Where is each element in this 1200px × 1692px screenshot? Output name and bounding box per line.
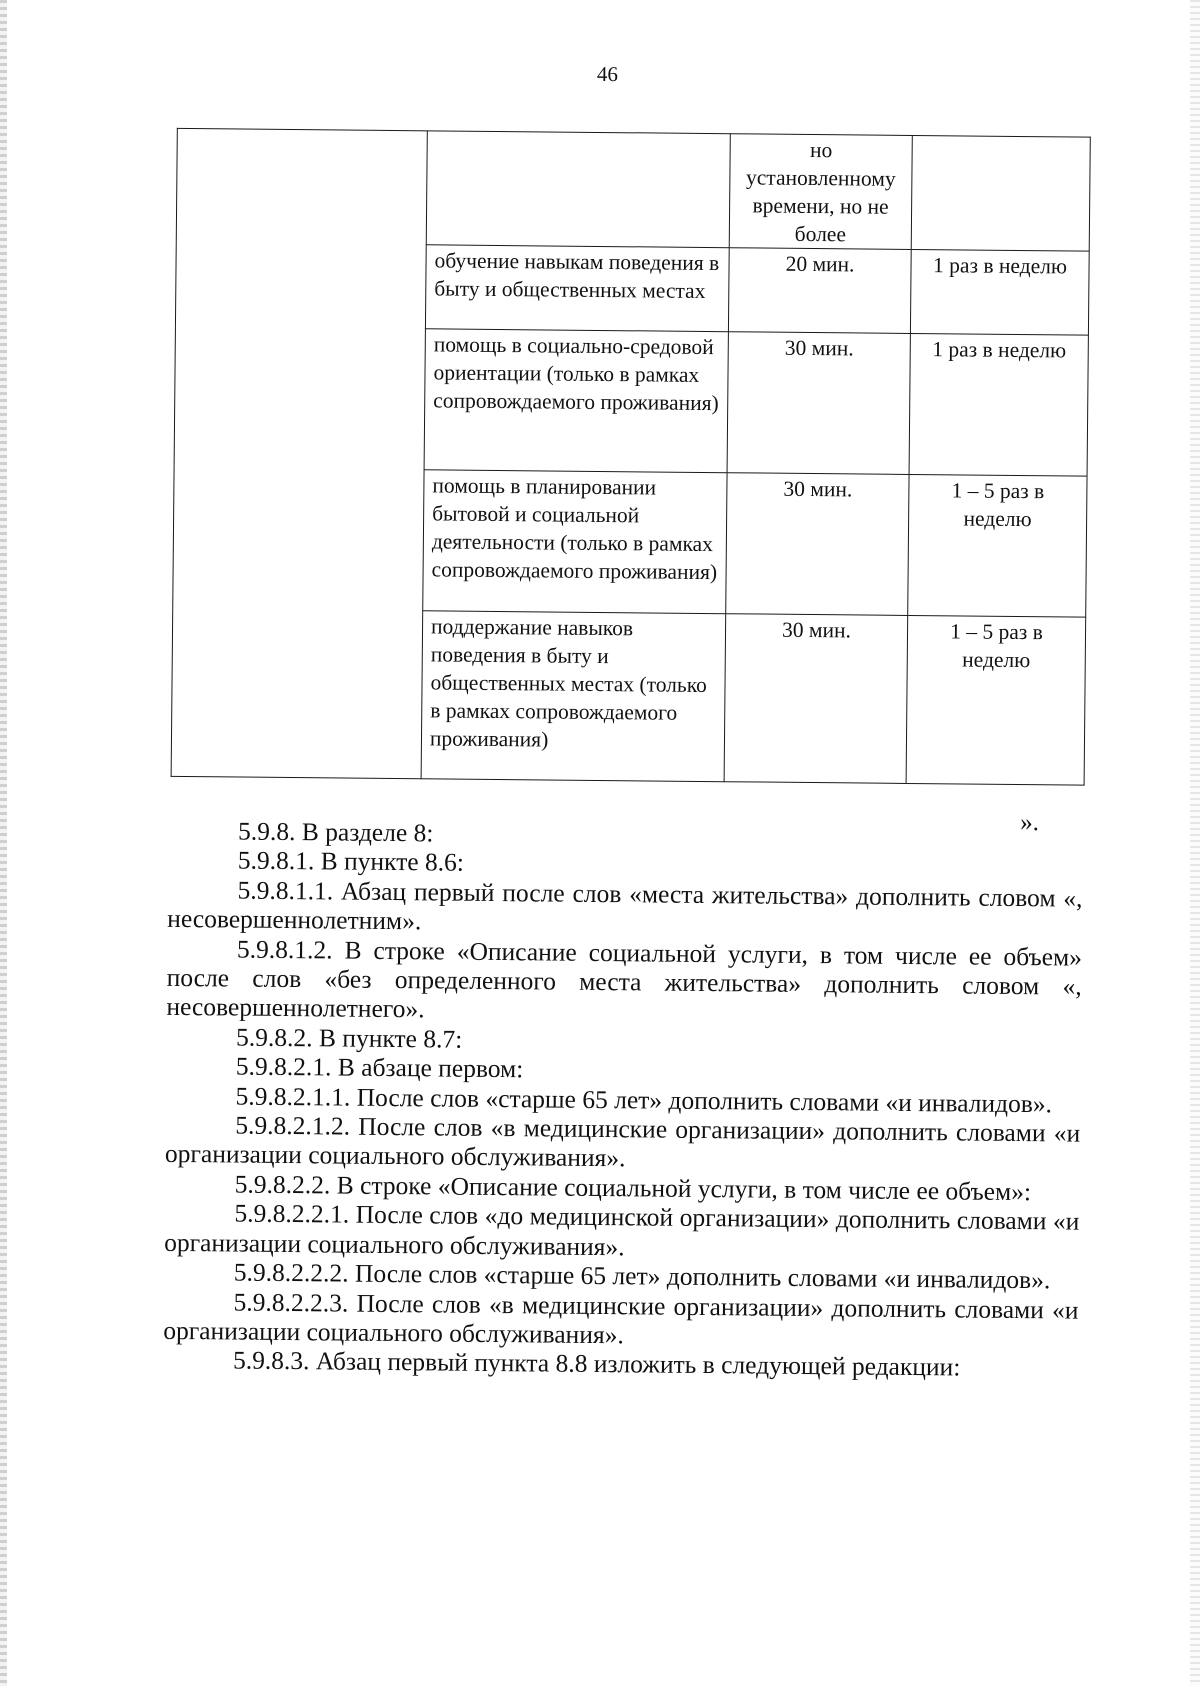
amendment-text — [163, 816, 1083, 1383]
paragraph: 5.9.8.2.2.3. После слов «в медицинские организации» дополнить словами «и организации социального обслуживания». — [163, 1287, 1079, 1350]
service-cell: обучение навыкам поведения в быту и общественных местах — [425, 245, 729, 332]
paragraph: 5.9.8.2.2.2. После слов «старше 65 лет» дополнить словами «и инвалидов». — [233, 1257, 1051, 1295]
paragraph: 5.9.8.2. В пункте 8.7: — [235, 1022, 463, 1054]
page-number: 46 — [596, 61, 618, 87]
service-cell — [426, 131, 730, 248]
frequency-cell: 1 – 5 раз в неделю — [908, 474, 1087, 617]
paragraph: 5.9.8.1.1. Абзац первый после слов «места жительства» дополнить словом «, несовершеннолетним». — [167, 875, 1083, 936]
paragraph: 5.9.8.2.2.1. После слов «до медицинской организации» дополнить словами «и организации социального обслуживания». — [164, 1198, 1080, 1261]
paragraph: 5.9.8.2.1.1. После слов «старше 65 лет» дополнить словами «и инвалидов». — [235, 1081, 1053, 1119]
frequency-cell: 1 раз в неделю — [910, 249, 1089, 335]
frequency-cell — [911, 135, 1090, 251]
time-cell: 30 мин. — [727, 332, 910, 475]
paragraph: 5.9.8.3. Абзац первый пункта 8.8 изложить в следующей редакции: — [232, 1345, 961, 1382]
time-cell: но установленному времени, но не более — [729, 134, 912, 250]
closing-quote: ». — [1020, 809, 1040, 837]
time-cell: 20 мин. — [728, 248, 911, 334]
time-cell: 30 мин. — [724, 614, 908, 784]
paragraph: 5.9.8.2.1.2. После слов «в медицинские организации» дополнить словами «и организации социального обслуживания». — [164, 1110, 1081, 1173]
frequency-cell: 1 – 5 раз в неделю — [906, 615, 1086, 785]
empty-merged-cell — [171, 128, 427, 778]
paragraph: 5.9.8.2.1. В абзаце первом: — [235, 1051, 524, 1084]
paragraph: 5.9.8.1. В пункте 8.6: — [237, 845, 465, 878]
frequency-cell: 1 раз в неделю — [909, 333, 1088, 476]
table-row — [176, 128, 1090, 251]
service-cell: помощь в социально-средовой ориентации (только в рамках сопровождаемого проживания) — [424, 329, 728, 473]
service-cell: помощь в планировании бытовой и социальной деятельности (только в рамках сопровождаемого проживания) — [423, 470, 727, 614]
paragraph: 5.9.8. В разделе 8: — [237, 816, 434, 848]
paragraph: 5.9.8.1.2. В строке «Описание социальной услуги, в том числе ее объем» после слов «без определенного места жительства» дополнить словом «, несовершеннолетнего». — [166, 934, 1083, 1024]
paragraph: 5.9.8.2.2. В строке «Описание социальной услуги, в том числе ее объем»: — [234, 1169, 1032, 1207]
time-cell: 30 мин. — [726, 473, 909, 616]
services-table — [171, 128, 1091, 786]
service-cell: поддержание навыков поведения в быту и общественных местах (только в рамках сопровождаемого проживания) — [421, 611, 726, 782]
